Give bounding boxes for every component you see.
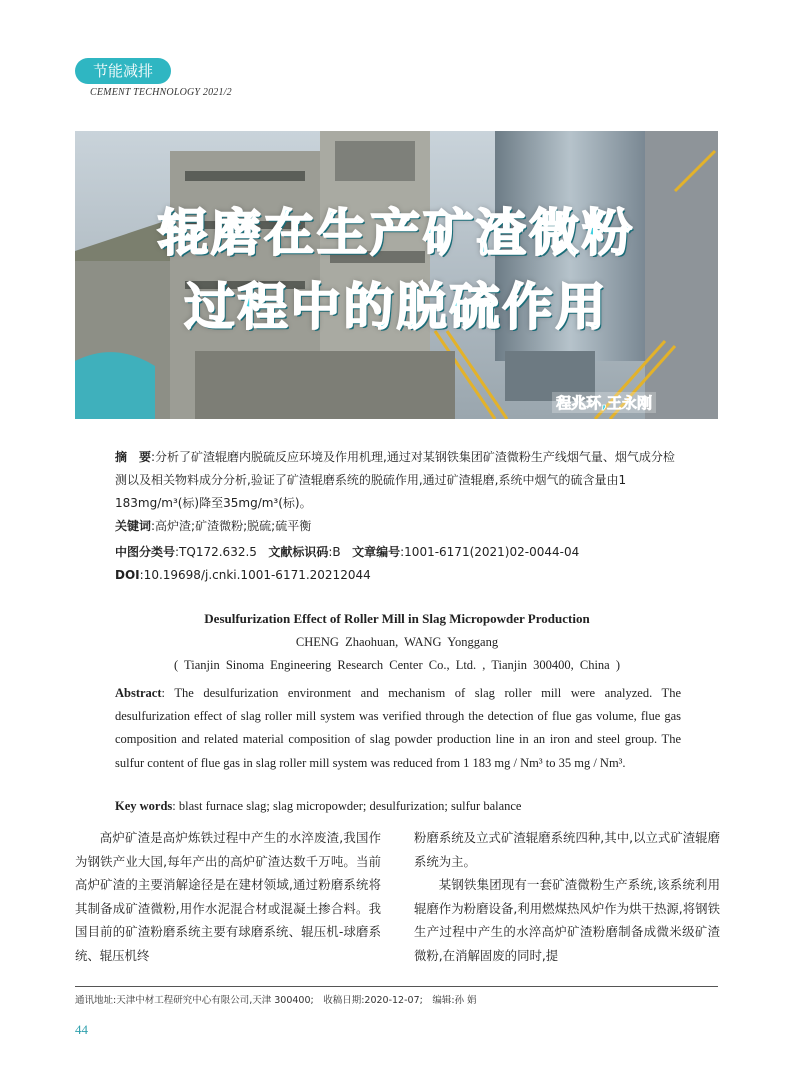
article-number-value: :1001-6171(2021)02-0044-04 <box>400 545 580 559</box>
english-abstract <box>115 682 681 775</box>
doi-line <box>115 568 371 582</box>
english-authors: CHENG Zhaohuan, WANG Yonggang <box>295 635 499 649</box>
hero-image <box>75 131 718 419</box>
abstract-cn-label: 摘 要 <box>115 450 152 464</box>
keywords-cn-label: 关键词 <box>115 519 152 533</box>
english-abstract-text: : The desulfurization environment and mechanism of slag roller mill were analyzed. The desulfurization effect of slag roller mill system was verified through the detection of flue gas volume, flue gas composition and related material composition of slag powder production line in an iron and steel group. The sulfur content of flue gas in slag roller mill system was reduced from 1 183 mg / Nm³ to 35 mg / Nm³. <box>115 686 681 770</box>
english-affiliation: ( Tianjin Sinoma Engineering Research Center Co., Ltd. , Tianjin 300400, China ) <box>173 658 621 672</box>
doc-code-label: 文献标识码 <box>268 545 329 559</box>
page-number: 44 <box>75 1022 88 1037</box>
abstract-cn <box>115 446 681 515</box>
doi-value[interactable]: :10.19698/j.cnki.1001-6171.20212044 <box>139 568 371 582</box>
body-column-left <box>75 826 381 967</box>
journal-line: CEMENT TECHNOLOGY 2021/2 <box>90 87 232 98</box>
article-title-line-1: 辊磨在生产矿渣微粉 <box>158 204 635 262</box>
body-paragraph: 高炉矿渣是高炉炼铁过程中产生的水淬废渣,我国作为钢铁产业大国,每年产出的高炉矿渣达数千万吨。当前高炉矿渣的主要消解途径是在建材领域,通过粉磨系统将其制备成矿渣微粉,用作水泥混合材或混凝土掺合料。我国目前的矿渣粉磨系统主要有球磨系统、辊压机-球磨系统、辊压机终 <box>75 830 381 963</box>
article-number-label: 文章编号 <box>352 545 401 559</box>
clc-label: 中图分类号 <box>115 545 176 559</box>
english-title: Desulfurization Effect of Roller Mill in Slag Micropowder Production <box>204 611 590 626</box>
footer-divider <box>75 986 718 987</box>
abstract-cn-text: :分析了矿渣辊磨内脱硫反应环境及作用机理,通过对某钢铁集团矿渣微粉生产线烟气量、烟气成分检测以及相关物料成分分析,验证了矿渣辊磨系统的脱硫作用,通过矿渣辊磨,系统中烟气的硫含量由1 183mg/m³(标)降至35mg/m³(标)。 <box>115 450 675 510</box>
keywords-cn <box>115 517 311 534</box>
classification-line <box>115 543 579 560</box>
keywords-cn-text: :高炉渣;矿渣微粉;脱硫;硫平衡 <box>151 519 312 533</box>
body-paragraph: 某钢铁集团现有一套矿渣微粉生产系统,该系统利用辊磨作为粉磨设备,利用燃煤热风炉作为烘干热源,将钢铁生产过程中产生的水淬高炉矿渣粉磨制备成微米级矿渣微粉,在消解固废的同时,提 <box>414 877 720 963</box>
doc-code-value: :B <box>328 545 341 559</box>
section-badge: 节能减排 <box>75 58 171 84</box>
article-authors: 程兆环,王永刚 <box>552 392 656 413</box>
english-abstract-label: Abstract <box>115 686 162 700</box>
body-paragraph: 粉磨系统及立式矿渣辊磨系统四种,其中,以立式矿渣辊磨系统为主。 <box>414 830 720 869</box>
clc-value: :TQ172.632.5 <box>175 545 257 559</box>
english-keywords-text: : blast furnace slag; slag micropowder; desulfurization; sulfur balance <box>172 799 522 813</box>
footnote: 通讯地址:天津中材工程研究中心有限公司,天津 300400; 收稿日期:2020-12-07; 编辑:孙 娟 <box>75 995 477 1006</box>
english-keywords <box>115 799 522 814</box>
body-column-right <box>414 826 720 967</box>
article-title-line-2: 过程中的脱硫作用 <box>184 278 609 336</box>
doi-label: DOI <box>115 568 140 582</box>
english-keywords-label: Key words <box>115 799 173 813</box>
